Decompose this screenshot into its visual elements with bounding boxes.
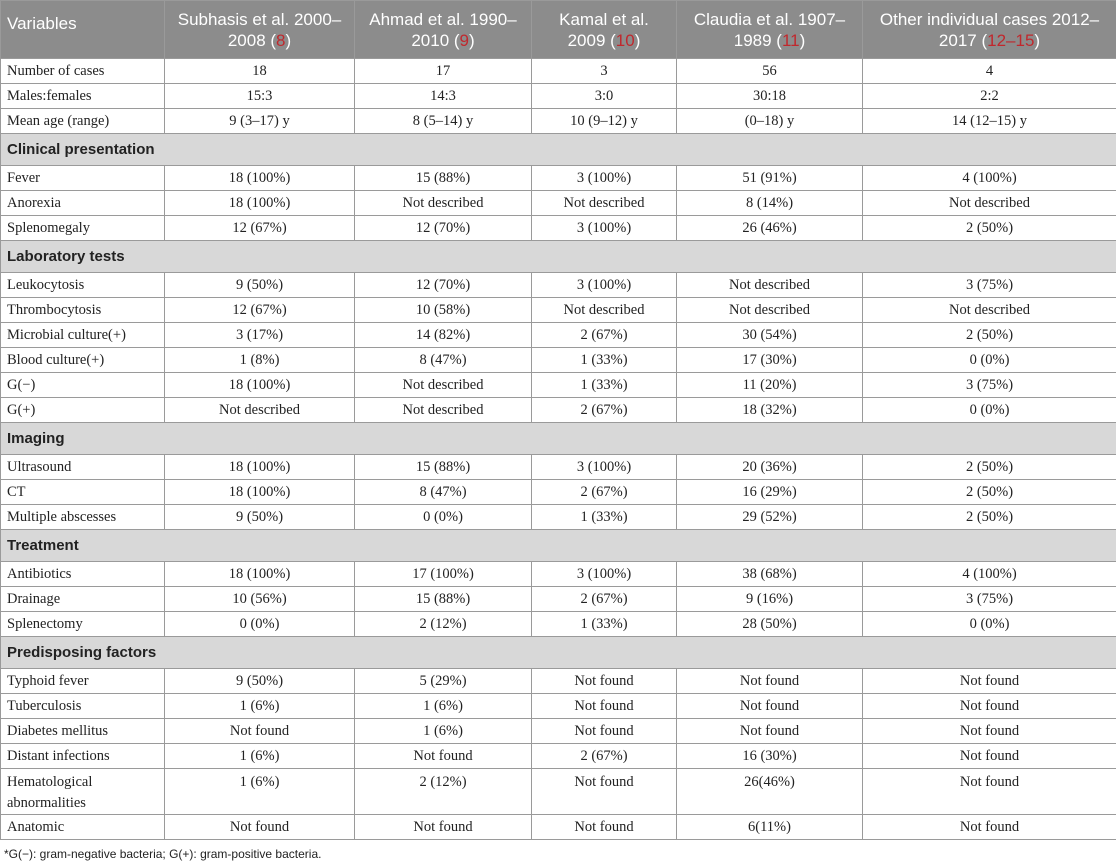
row-label: Fever: [1, 166, 165, 191]
table-cell: Not found: [863, 694, 1116, 719]
table-cell: 0 (0%): [863, 348, 1116, 373]
table-row: [1, 398, 1116, 423]
row-label: Drainage: [1, 587, 165, 612]
row-label: G(+): [1, 398, 165, 423]
table-row: [1, 348, 1116, 373]
table-cell: 12 (70%): [355, 216, 532, 241]
table-row: [1, 587, 1116, 612]
table-cell: 0 (0%): [165, 612, 355, 637]
table-cell: 3 (100%): [532, 273, 677, 298]
table-cell: Not described: [677, 273, 863, 298]
header-label: Subhasis et al. 2000–2008 (: [177, 9, 342, 50]
table-cell: 17 (30%): [677, 348, 863, 373]
row-label: CT: [1, 480, 165, 505]
table-cell: 1 (6%): [355, 694, 532, 719]
table-cell: 2 (50%): [863, 216, 1116, 241]
table-cell: 1 (33%): [532, 373, 677, 398]
table-row: [1, 669, 1116, 694]
row-label: Antibiotics: [1, 562, 165, 587]
table-cell: 1 (33%): [532, 505, 677, 530]
table-cell: 18 (100%): [165, 562, 355, 587]
table-cell: Not found: [677, 719, 863, 744]
table-row: [1, 273, 1116, 298]
table-cell: Not found: [863, 769, 1116, 815]
row-label: Anorexia: [1, 191, 165, 216]
table-cell: 2 (67%): [532, 398, 677, 423]
table-row: [1, 166, 1116, 191]
row-label: Blood culture(+): [1, 348, 165, 373]
table-row: [1, 815, 1116, 840]
row-label: Multiple abscesses: [1, 505, 165, 530]
table-cell: 18 (100%): [165, 373, 355, 398]
table-row: [1, 191, 1116, 216]
reference-link[interactable]: 12–15: [987, 30, 1035, 50]
table-cell: 2 (50%): [863, 455, 1116, 480]
table-row: [1, 323, 1116, 348]
table-cell: 2:2: [863, 84, 1116, 109]
table-cell: Not described: [355, 191, 532, 216]
table-cell: 1 (6%): [165, 769, 355, 815]
section-header-row: [1, 637, 1116, 669]
table-cell: 3 (75%): [863, 273, 1116, 298]
header-label-close: ): [1034, 30, 1041, 50]
table-cell: (0–18) y: [677, 109, 863, 134]
table-cell: 30:18: [677, 84, 863, 109]
table-cell: 4: [863, 59, 1116, 84]
table-cell: 20 (36%): [677, 455, 863, 480]
table-row: [1, 298, 1116, 323]
table-cell: Not found: [355, 744, 532, 769]
section-title: Predisposing factors: [1, 637, 1116, 669]
header-label: Ahmad et al. 1990–2010 (: [369, 9, 517, 50]
header-label-close: ): [285, 30, 292, 50]
table-cell: 0 (0%): [863, 612, 1116, 637]
table-cell: Not found: [863, 744, 1116, 769]
row-label: Anatomic: [1, 815, 165, 840]
table-row: [1, 455, 1116, 480]
table-cell: Not found: [677, 694, 863, 719]
header-label-close: ): [634, 30, 641, 50]
table-cell: Not found: [165, 719, 355, 744]
table-cell: 28 (50%): [677, 612, 863, 637]
table-cell: Not found: [532, 719, 677, 744]
header-label-close: ): [799, 30, 806, 50]
table-cell: Not described: [355, 398, 532, 423]
section-header-row: [1, 423, 1116, 455]
row-label: Ultrasound: [1, 455, 165, 480]
row-label: Males:females: [1, 84, 165, 109]
section-title: Treatment: [1, 530, 1116, 562]
table-cell: 3 (75%): [863, 373, 1116, 398]
table-cell: 2 (50%): [863, 480, 1116, 505]
table-row: [1, 84, 1116, 109]
section-title: Clinical presentation: [1, 134, 1116, 166]
header-label: Kamal et al. 2009 (: [559, 9, 649, 50]
table-row: [1, 719, 1116, 744]
row-label: Splenectomy: [1, 612, 165, 637]
table-cell: 30 (54%): [677, 323, 863, 348]
table-cell: 0 (0%): [355, 505, 532, 530]
table-cell: 10 (56%): [165, 587, 355, 612]
table-cell: 14 (82%): [355, 323, 532, 348]
table-row: [1, 216, 1116, 241]
table-cell: Not found: [863, 669, 1116, 694]
table-cell: Not described: [165, 398, 355, 423]
section-title: Imaging: [1, 423, 1116, 455]
table-row: [1, 505, 1116, 530]
table-cell: 2 (50%): [863, 505, 1116, 530]
section-header-row: [1, 530, 1116, 562]
table-cell: 1 (8%): [165, 348, 355, 373]
row-label: Leukocytosis: [1, 273, 165, 298]
table-cell: Not described: [532, 298, 677, 323]
table-cell: 18 (32%): [677, 398, 863, 423]
table-cell: 3 (75%): [863, 587, 1116, 612]
table-cell: 16 (29%): [677, 480, 863, 505]
table-row: [1, 744, 1116, 769]
table-row: [1, 769, 1116, 815]
table-cell: 4 (100%): [863, 166, 1116, 191]
table-cell: 9 (16%): [677, 587, 863, 612]
table-cell: Not found: [863, 719, 1116, 744]
table-cell: Not described: [863, 298, 1116, 323]
table-cell: Not described: [532, 191, 677, 216]
table-cell: Not found: [532, 815, 677, 840]
table-cell: 3:0: [532, 84, 677, 109]
table-header-row: [1, 1, 1116, 59]
table-cell: 14 (12–15) y: [863, 109, 1116, 134]
table-cell: 12 (67%): [165, 298, 355, 323]
table-cell: 2 (50%): [863, 323, 1116, 348]
row-label: Diabetes mellitus: [1, 719, 165, 744]
table-cell: 18 (100%): [165, 191, 355, 216]
header-variables: [1, 1, 165, 59]
table-cell: 3 (100%): [532, 455, 677, 480]
table-cell: 8 (47%): [355, 480, 532, 505]
table-cell: 8 (14%): [677, 191, 863, 216]
header-study-3: [532, 1, 677, 59]
table-row: [1, 562, 1116, 587]
table-cell: 10 (58%): [355, 298, 532, 323]
table-cell: 9 (50%): [165, 273, 355, 298]
table-row: [1, 59, 1116, 84]
table-cell: Not found: [532, 769, 677, 815]
table-footnote: *G(−): gram-negative bacteria; G(+): gram-positive bacteria.: [4, 847, 322, 861]
table-cell: Not found: [677, 669, 863, 694]
table-cell: 15 (88%): [355, 455, 532, 480]
row-label: G(−): [1, 373, 165, 398]
table-cell: 1 (33%): [532, 612, 677, 637]
table-cell: 2 (67%): [532, 744, 677, 769]
table-cell: 3 (100%): [532, 166, 677, 191]
table-cell: 11 (20%): [677, 373, 863, 398]
row-label: Splenomegaly: [1, 216, 165, 241]
table-cell: 2 (67%): [532, 323, 677, 348]
table-cell: 8 (5–14) y: [355, 109, 532, 134]
table-cell: Not found: [165, 815, 355, 840]
table-cell: 26 (46%): [677, 216, 863, 241]
reference-link[interactable]: 8: [276, 30, 286, 50]
row-label: Hematological abnormalities: [1, 769, 165, 815]
table-cell: 12 (70%): [355, 273, 532, 298]
table-cell: Not described: [355, 373, 532, 398]
table-cell: 38 (68%): [677, 562, 863, 587]
table-cell: 3 (17%): [165, 323, 355, 348]
table-cell: 6(11%): [677, 815, 863, 840]
table-cell: 8 (47%): [355, 348, 532, 373]
table-cell: Not found: [863, 815, 1116, 840]
table-cell: Not found: [532, 694, 677, 719]
table-cell: 26(46%): [677, 769, 863, 815]
row-label: Tuberculosis: [1, 694, 165, 719]
table-row: [1, 109, 1116, 134]
row-label: Typhoid fever: [1, 669, 165, 694]
table-cell: 14:3: [355, 84, 532, 109]
table-cell: 16 (30%): [677, 744, 863, 769]
table-cell: 3: [532, 59, 677, 84]
table-cell: 18 (100%): [165, 166, 355, 191]
table-cell: 1 (6%): [165, 744, 355, 769]
table-cell: 3 (100%): [532, 216, 677, 241]
reference-link[interactable]: 11: [781, 30, 800, 50]
table-cell: 56: [677, 59, 863, 84]
header-label: Variables: [7, 14, 77, 33]
table-cell: 9 (50%): [165, 505, 355, 530]
row-label: Mean age (range): [1, 109, 165, 134]
table-cell: 1 (33%): [532, 348, 677, 373]
table-cell: 2 (12%): [355, 612, 532, 637]
table-cell: 18 (100%): [165, 455, 355, 480]
row-label: Number of cases: [1, 59, 165, 84]
table-cell: 17: [355, 59, 532, 84]
table-row: [1, 612, 1116, 637]
table-cell: 4 (100%): [863, 562, 1116, 587]
reference-link[interactable]: 9: [459, 30, 469, 50]
table-cell: 10 (9–12) y: [532, 109, 677, 134]
row-label: Microbial culture(+): [1, 323, 165, 348]
header-study-2: [355, 1, 532, 59]
table-cell: 0 (0%): [863, 398, 1116, 423]
table-cell: 18: [165, 59, 355, 84]
table-cell: 5 (29%): [355, 669, 532, 694]
table-cell: Not described: [677, 298, 863, 323]
table-cell: 9 (3–17) y: [165, 109, 355, 134]
table-cell: 18 (100%): [165, 480, 355, 505]
reference-link[interactable]: 10: [615, 30, 635, 50]
section-title: Laboratory tests: [1, 241, 1116, 273]
table-row: [1, 694, 1116, 719]
table-cell: 2 (67%): [532, 480, 677, 505]
table-cell: 1 (6%): [165, 694, 355, 719]
table-cell: 15 (88%): [355, 166, 532, 191]
header-label: Other individual cases 2012–2017 (: [879, 9, 1100, 50]
table-cell: 1 (6%): [355, 719, 532, 744]
header-study-5: [863, 1, 1116, 59]
table-cell: 15:3: [165, 84, 355, 109]
table-cell: 2 (12%): [355, 769, 532, 815]
header-label-close: ): [469, 30, 475, 50]
section-header-row: [1, 134, 1116, 166]
table-cell: 17 (100%): [355, 562, 532, 587]
section-header-row: [1, 241, 1116, 273]
table-cell: 51 (91%): [677, 166, 863, 191]
table-cell: 29 (52%): [677, 505, 863, 530]
row-label: Thrombocytosis: [1, 298, 165, 323]
table-cell: Not described: [863, 191, 1116, 216]
table-row: [1, 373, 1116, 398]
header-study-4: [677, 1, 863, 59]
table-row: [1, 480, 1116, 505]
row-label: Distant infections: [1, 744, 165, 769]
header-label: Claudia et al. 1907–1989 (: [693, 9, 846, 50]
table-cell: 9 (50%): [165, 669, 355, 694]
table-cell: 2 (67%): [532, 587, 677, 612]
table-cell: Not found: [355, 815, 532, 840]
table-cell: Not found: [532, 669, 677, 694]
table-cell: 12 (67%): [165, 216, 355, 241]
table-body: [1, 59, 1116, 840]
table-cell: 3 (100%): [532, 562, 677, 587]
header-study-1: [165, 1, 355, 59]
table-cell: 15 (88%): [355, 587, 532, 612]
